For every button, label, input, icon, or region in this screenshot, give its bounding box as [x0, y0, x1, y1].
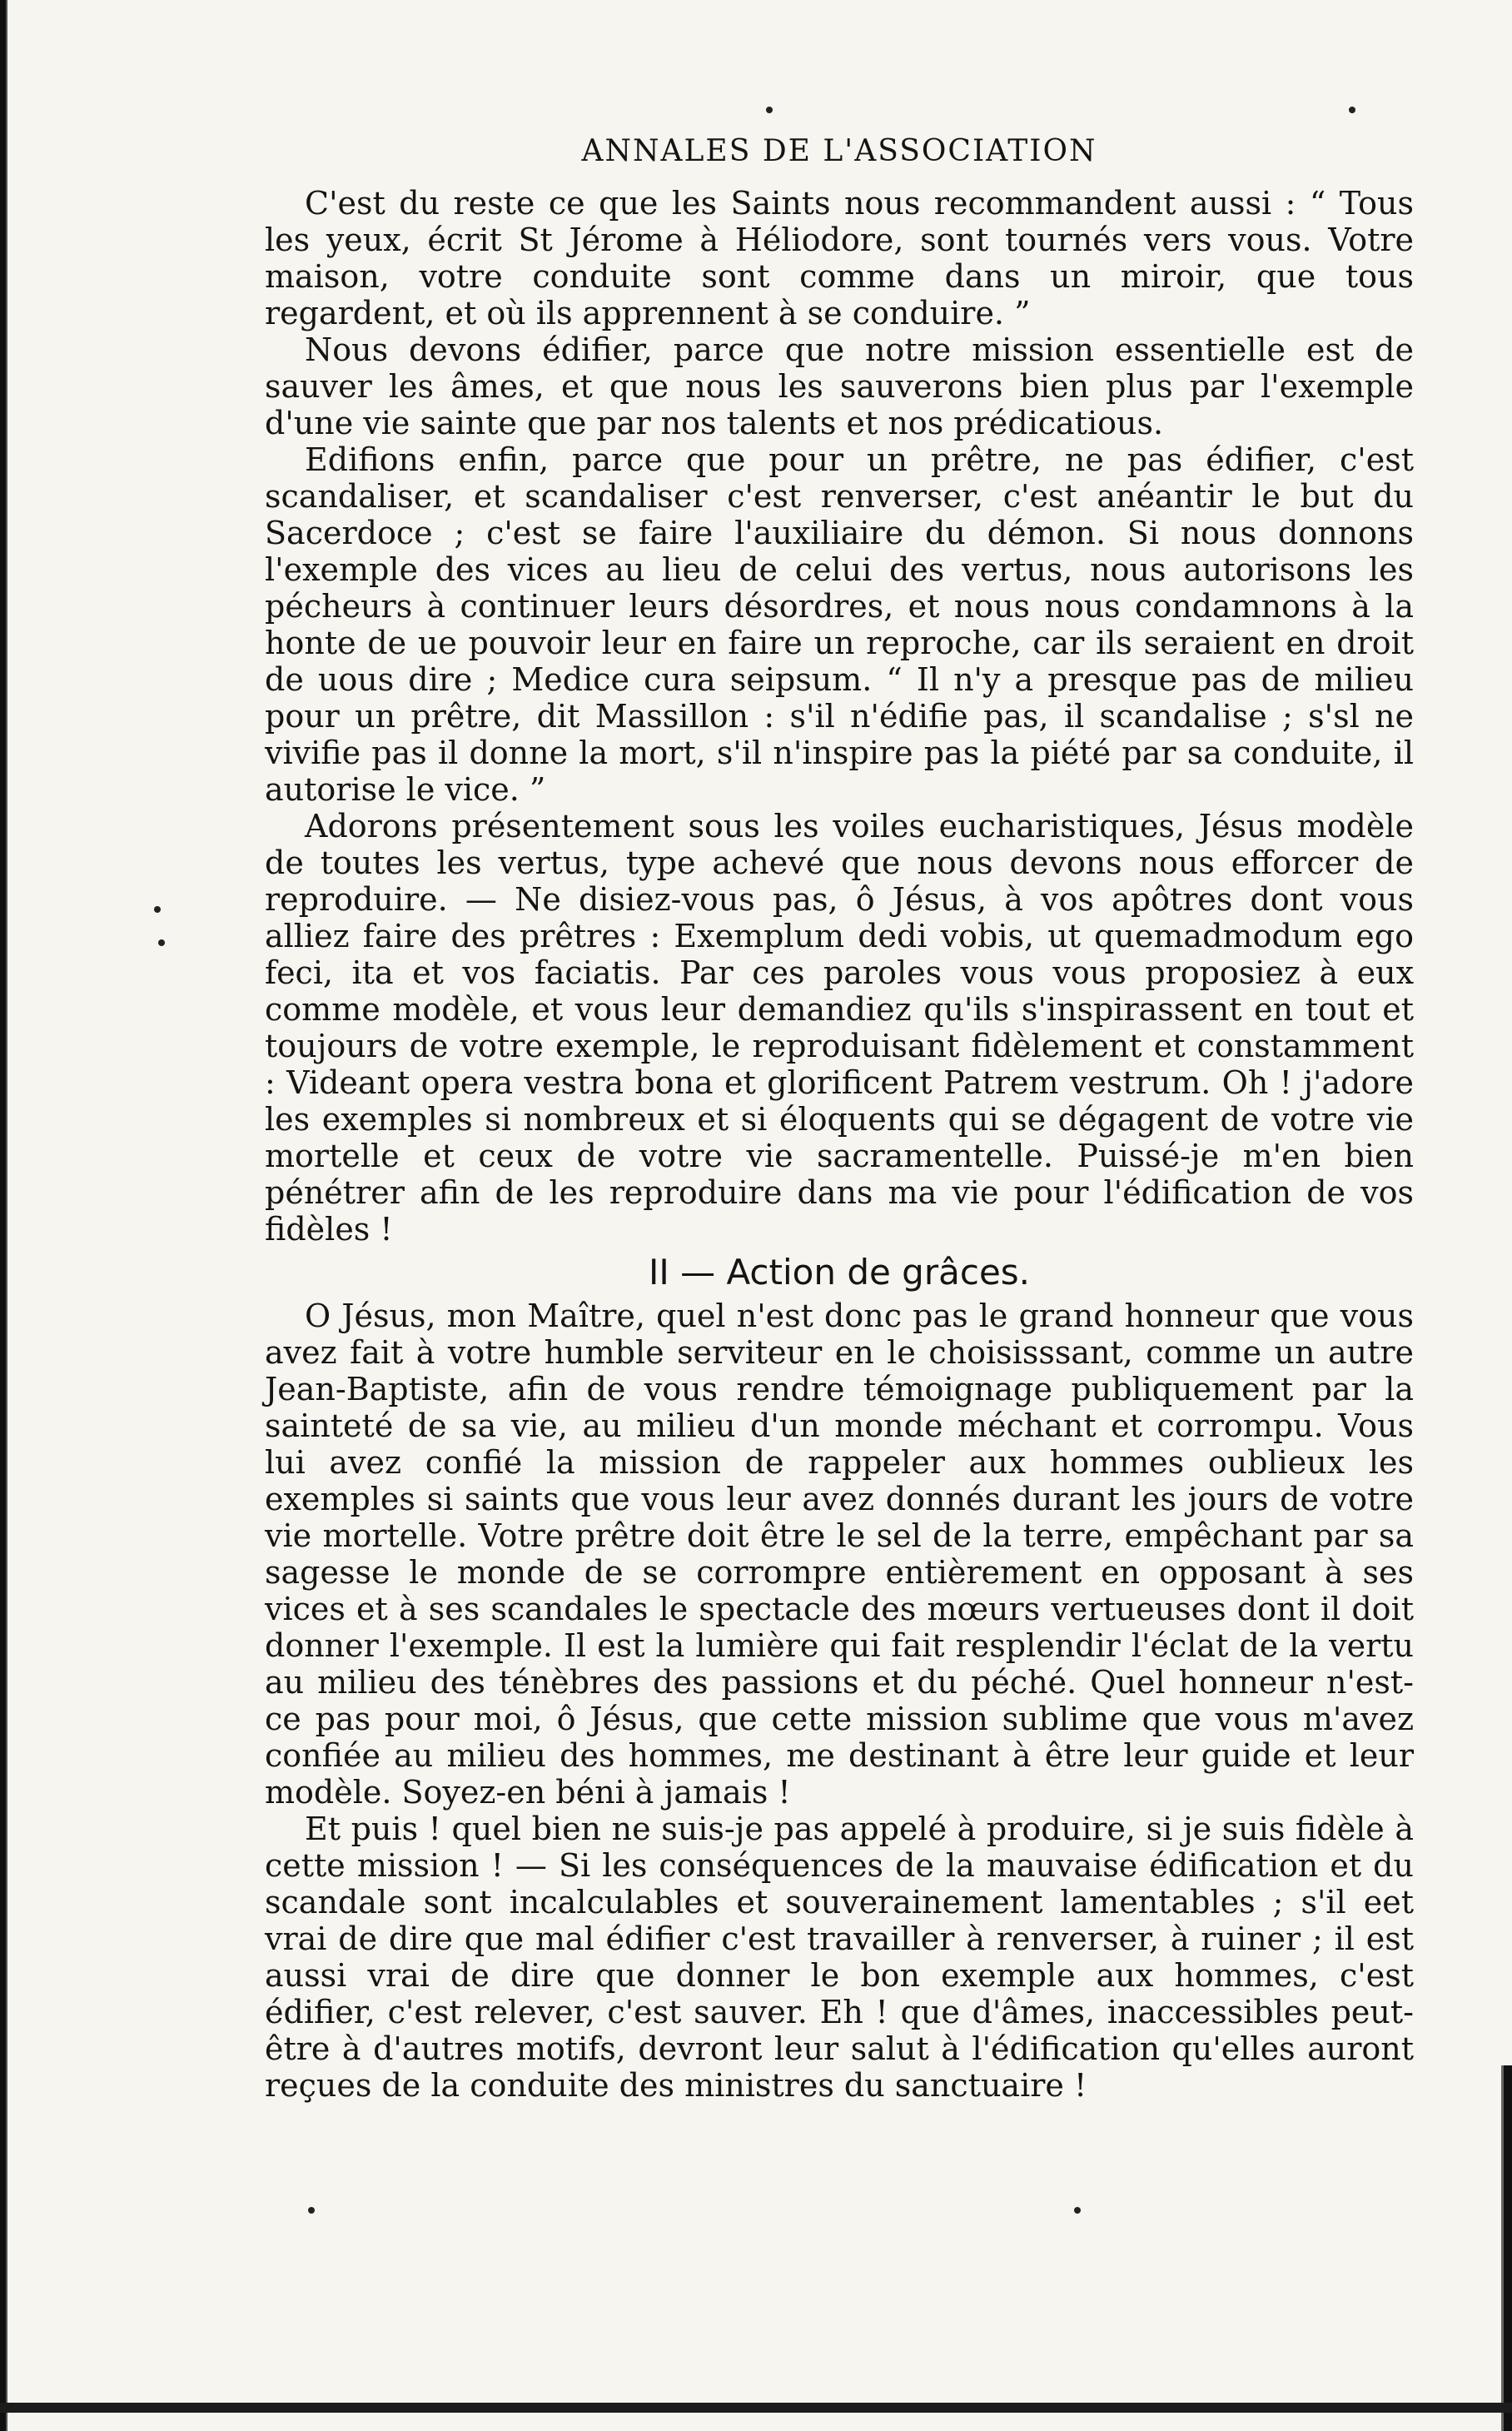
ink-speck — [766, 107, 773, 113]
ink-speck — [154, 906, 161, 913]
running-head: ANNALES DE L'ASSOCIATION — [581, 134, 1097, 168]
page-edge-left — [0, 0, 13, 2431]
paragraph: Edifions enfin, parce que pour un prêtre, ne pas édifier, c'est scandaliser, et scandaliser c'est renverser, c'est anéantir le but du Sacerdoce ; c'est se faire l'auxiliaire du démon. Si nous donnons l'exemple des vices au lieu de celui des vertus, nous autorisons les pécheurs à continuer leurs désordres, et nous nous condamnons à la honte de ue pouvoir leur en faire un reproche, car ils seraient en droit de uous dire ; Medice cura seipsum. “ Il n'y a presque pas de milieu pour un prêtre, dit Massillon : s'il n'édifie pas, il scandalise ; s'sl ne vivifie pas il donne la mort, s'il n'inspire pas la piété par sa conduite, il autorise le vice. ” — [265, 441, 1414, 808]
ink-speck — [1349, 107, 1355, 113]
paragraph: Nous devons édifier, parce que notre mission essentielle est de sauver les âmes, et que nous les sauverons bien plus par l'exemple d'une vie sainte que par nos talents et nos prédicatious. — [265, 331, 1414, 441]
paragraph: Adorons présentement sous les voiles eucharistiques, Jésus modèle de toutes les vertus, type achevé que nous devons nous efforcer de reproduire. — Ne disiez-vous pas, ô Jésus, à vos apôtres dont vous alliez faire des prêtres : Exemplum dedi vobis, ut quemadmodum ego feci, ita et vos faciatis. Par ces paroles vous vous proposiez à eux comme modèle, et vous leur demandiez qu'ils s'inspirassent en tout et toujours de votre exemple, le reproduisant fidèlement et constamment : Videant opera vestra bona et glorificent Patrem vestrum. Oh ! j'adore les exemples si nombreux et si éloquents qui se dégagent de votre vie mortelle et ceux de votre vie sacramentelle. Puissé-je m'en bien pénétrer afin de les reproduire dans ma vie pour l'édification de vos fidèles ! — [265, 808, 1414, 1248]
page-edge-right — [1494, 2065, 1512, 2431]
document-page — [265, 133, 1414, 2104]
ink-speck — [1074, 2207, 1081, 2214]
ink-speck — [158, 939, 165, 946]
section-title: II — Action de grâces. — [648, 1252, 1031, 1293]
body-text — [265, 185, 1414, 2104]
paragraph: Et puis ! quel bien ne suis-je pas appelé à produire, si je suis fidèle à cette mission ! — Si les conséquences de la mauvaise édification et du scandale sont incalculables et souverainement lamentables ; s'il eet vrai de dire que mal édifier c'est travailler à renverser, à ruiner ; il est aussi vrai de dire que donner le bon exemple aux hommes, c'est édifier, c'est relever, c'est sauver. Eh ! que d'âmes, inaccessibles peut-être à d'autres motifs, devront leur salut à l'édification qu'elles auront reçues de la conduite des ministres du sanctuaire ! — [265, 1811, 1414, 2104]
ink-speck — [308, 2207, 315, 2214]
page-bottom-edge — [0, 2403, 1512, 2413]
paragraph: O Jésus, mon Maître, quel n'est donc pas le grand honneur que vous avez fait à votre humble serviteur en le choisisssant, comme un autre Jean-Baptiste, afin de vous rendre témoignage publiquement par la sainteté de sa vie, au milieu d'un monde méchant et corrompu. Vous lui avez confié la mission de rappeler aux hommes oublieux les exemples si saints que vous leur avez donnés durant les jours de votre vie mortelle. Votre prêtre doit être le sel de la terre, empêchant par sa sagesse le monde de se corrompre entièrement en opposant à ses vices et à ses scandales le spectacle des mœurs vertueuses dont il doit donner l'exemple. Il est la lumière qui fait resplendir l'éclat de la vertu au milieu des ténèbres des passions et du péché. Quel honneur n'est-ce pas pour moi, ô Jésus, que cette mission sublime que vous m'avez confiée au milieu des hommes, me destinant à être leur guide et leur modèle. Soyez-en béni à jamais ! — [265, 1298, 1414, 1811]
paragraph: C'est du reste ce que les Saints nous recommandent aussi : “ Tous les yeux, écrit St Jérome à Héliodore, sont tournés vers vous. Votre maison, votre conduite sont comme dans un miroir, que tous regardent, et où ils apprennent à se conduire. ” — [265, 185, 1414, 331]
